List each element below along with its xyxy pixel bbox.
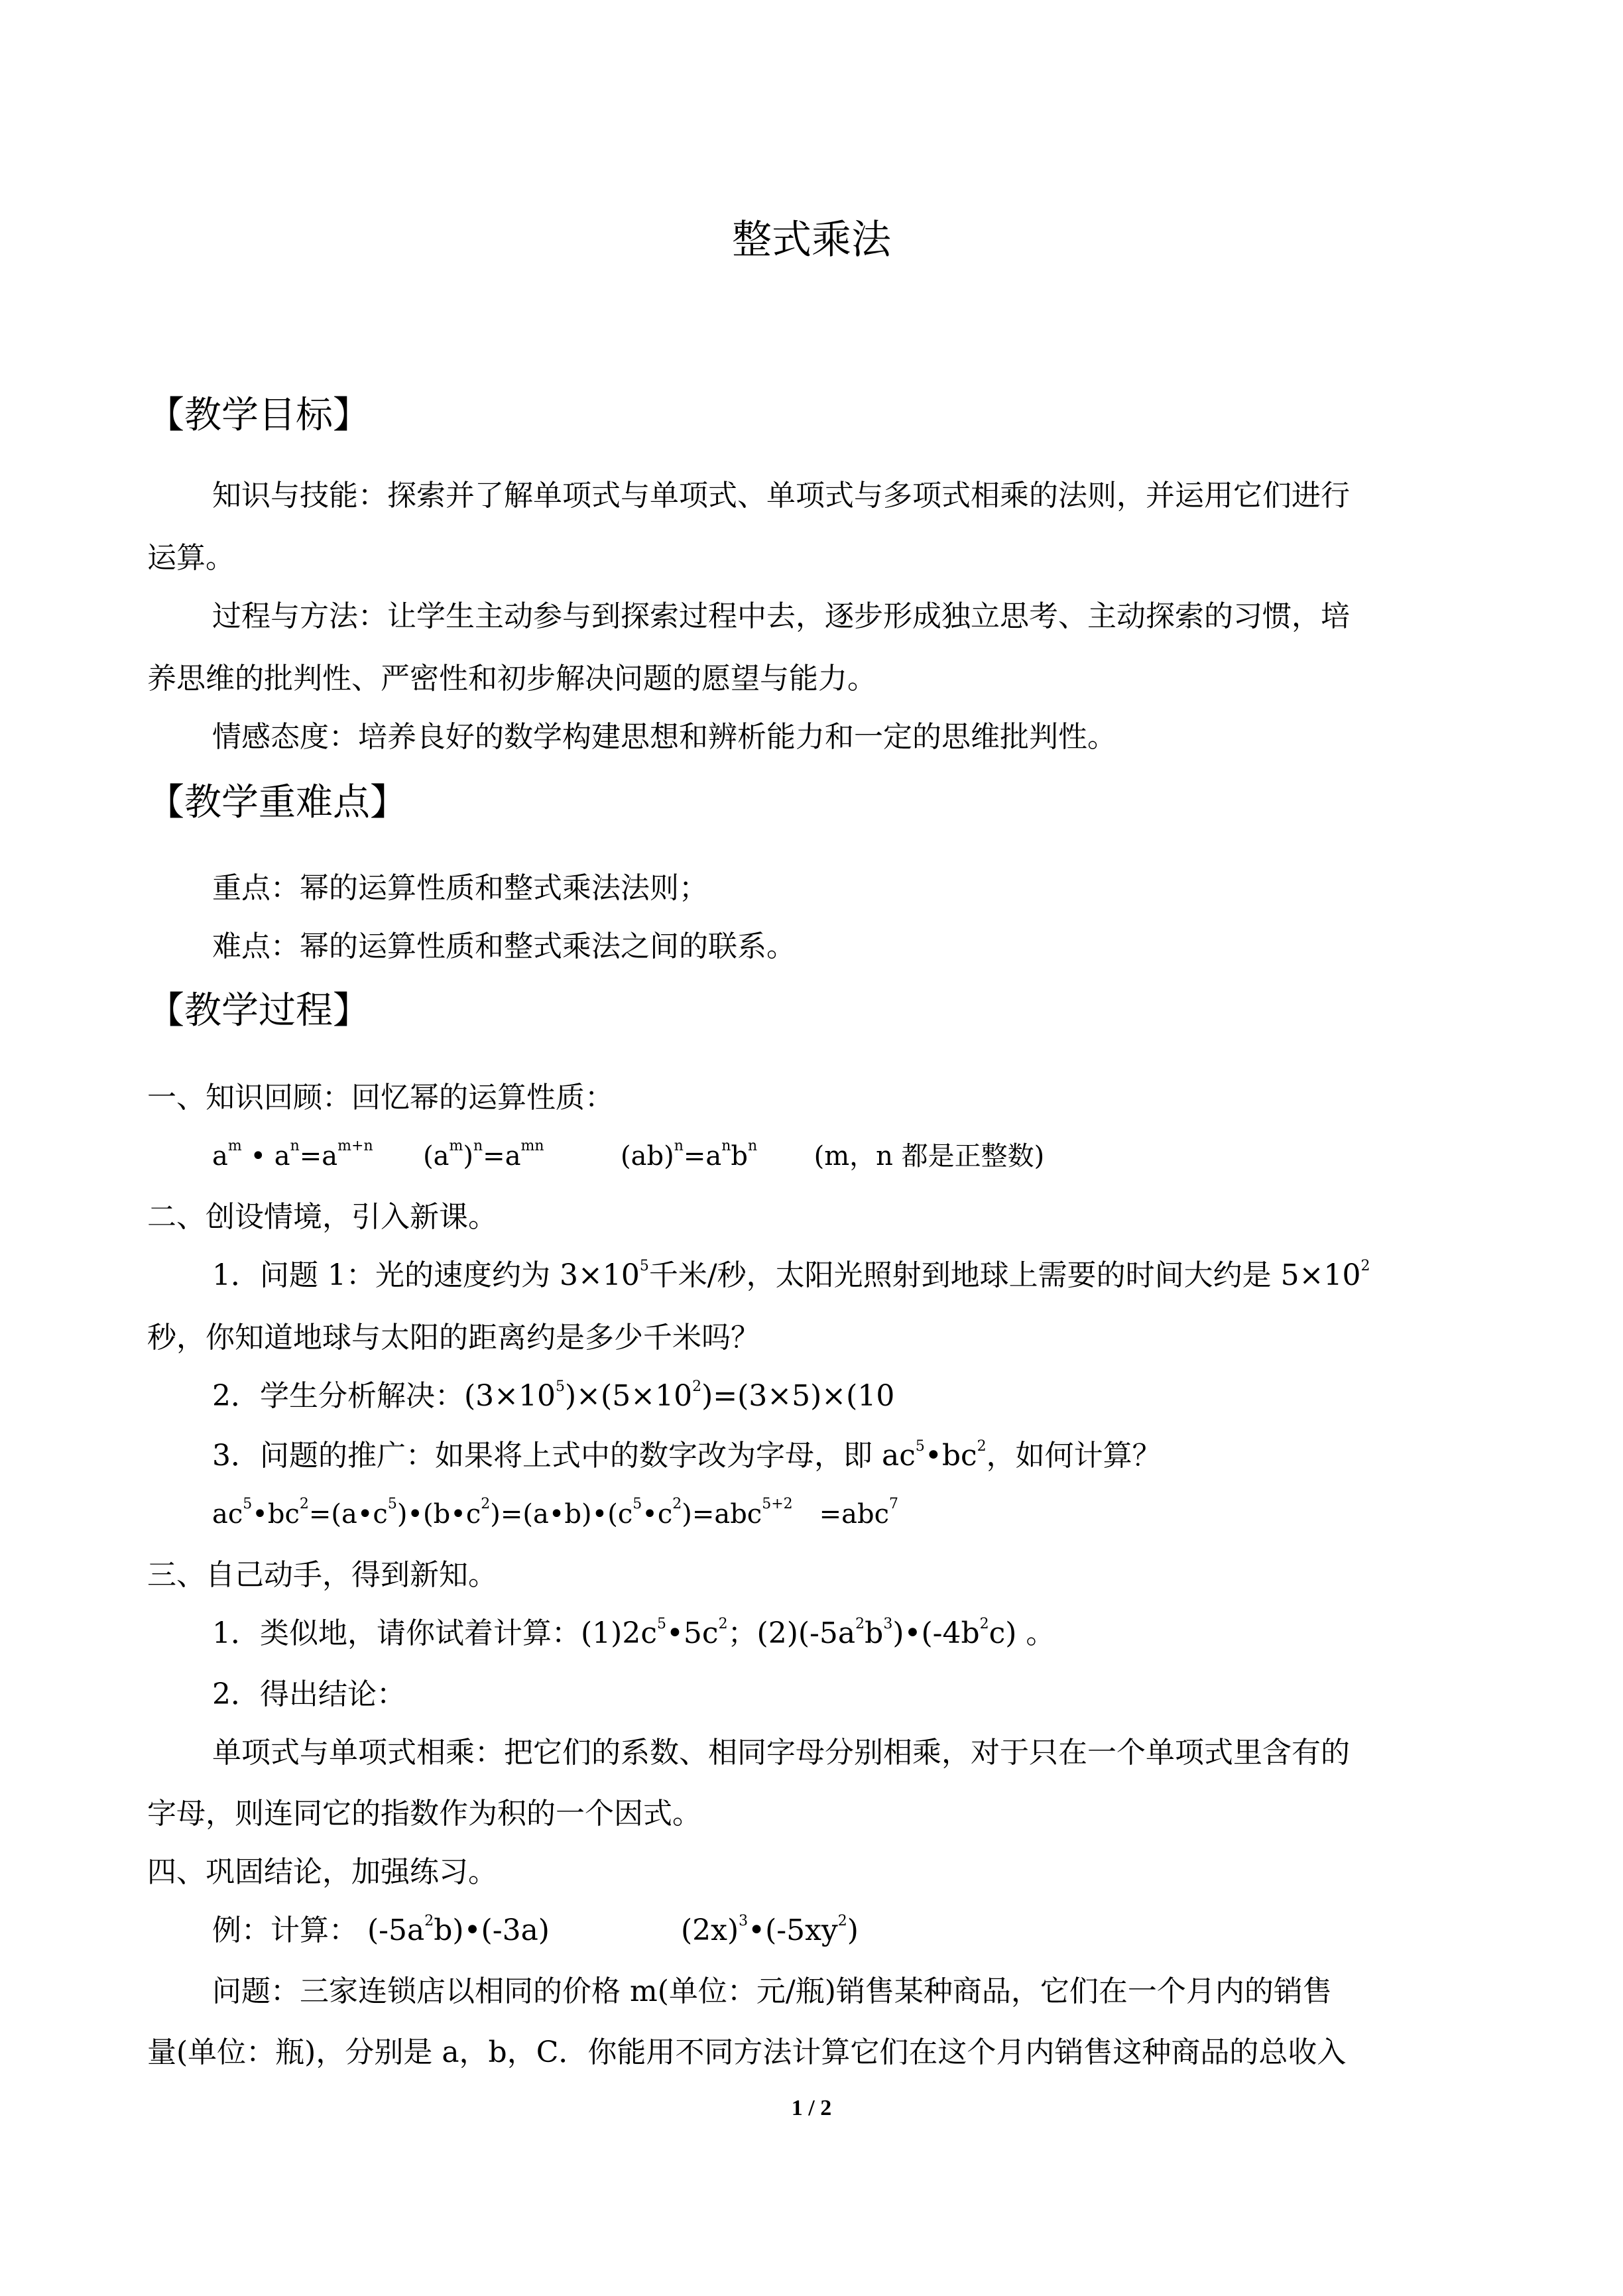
problem-line2: 量(单位：瓶)，分别是 a，b，C．你能用不同方法计算它们在这个月内销售这种商品的总收入 (147, 2035, 1347, 2069)
section-heading-keypoints: 【教学重难点】 (147, 781, 407, 824)
keypoint-key: 重点：幂的运算性质和整式乘法法则； (212, 871, 708, 905)
task1-calculate: 1．类似地，请你试着计算：$(1)2c^5•5c^2$；$(2)(-5a^2b^3)•(-4b^2c)$ 。 (212, 1616, 1055, 1650)
objective-process-line1: 过程与方法：让学生主动参与到探索过程中去，逐步形成独立思考、主动探索的习惯，培 (212, 599, 1350, 633)
task2-conclusion: 2．得出结论： (212, 1677, 406, 1711)
process-step4-title: 四、巩固结论，加强练习。 (147, 1855, 497, 1889)
example-calculate: 例：计算： $(-5a^2b)•(-3a)$ $(2x)^3•(-5xy^2)$ (212, 1913, 859, 1947)
objective-knowledge-line2: 运算。 (147, 541, 235, 575)
objective-knowledge-line1: 知识与技能：探索并了解单项式与单项式、单项式与多项式相乘的法则，并运用它们进行 (212, 479, 1350, 513)
document-title: 整式乘法 (732, 217, 891, 263)
objective-attitude: 情感态度：培养良好的数学构建思想和辨析能力和一定的思维批判性。 (212, 720, 1116, 754)
question2-solution: 2．学生分析解决：$(3\times 10^5)\times(5\times 10^2)=(3\times 5)\times(10$ (212, 1378, 895, 1413)
process-step2-title: 二、创设情境，引入新课。 (147, 1200, 497, 1234)
section-heading-objectives: 【教学目标】 (147, 394, 370, 437)
question1-line2: 秒，你知道地球与太阳的距离约是多少千米吗？ (147, 1321, 760, 1355)
keypoint-difficult: 难点：幂的运算性质和整式乘法之间的联系。 (212, 930, 796, 963)
problem-line1: 问题：三家连锁店以相同的价格 m(单位：元/瓶)销售某种商品，它们在一个月内的销售 (212, 1974, 1332, 2008)
section-heading-process: 【教学过程】 (147, 989, 370, 1032)
objective-process-line2: 养思维的批判性、严密性和初步解决问题的愿望与能力。 (147, 662, 876, 695)
question3-generalization: 3．问题的推广：如果将上式中的数字改为字母，即 $ac^5•bc^2$，如何计算？ (212, 1438, 1162, 1473)
process-step3-title: 三、自己动手，得到新知。 (147, 1558, 497, 1592)
process-step1-title: 一、知识回顾：回忆幂的运算性质： (147, 1081, 614, 1115)
question1-line1: 1．问题 1：光的速度约为 $3\times 10^5$千米/秒，太阳光照射到地球上需要的时间大约是 $5\times 10^2$ (212, 1258, 1370, 1292)
generalization-formula: $ac^5•bc^2=(a•c^5)•(b•c^2)=(a•b)•(c^5•c^2)=abc^{5+2} =abc^7$ (212, 1496, 899, 1530)
power-rules-formula: $a^m$ • $a^n=a^{m+n}$ $(a^m)^n=a^{mn}$ $(ab)^n=a^nb^n$ (m，n 都是正整数) (212, 1138, 1045, 1172)
rule-line2: 字母，则连同它的指数作为积的一个因式。 (147, 1797, 701, 1831)
rule-line1: 单项式与单项式相乘：把它们的系数、相同字母分别相乘，对于只在一个单项式里含有的 (212, 1736, 1350, 1770)
page-number: 1 / 2 (791, 2096, 832, 2120)
